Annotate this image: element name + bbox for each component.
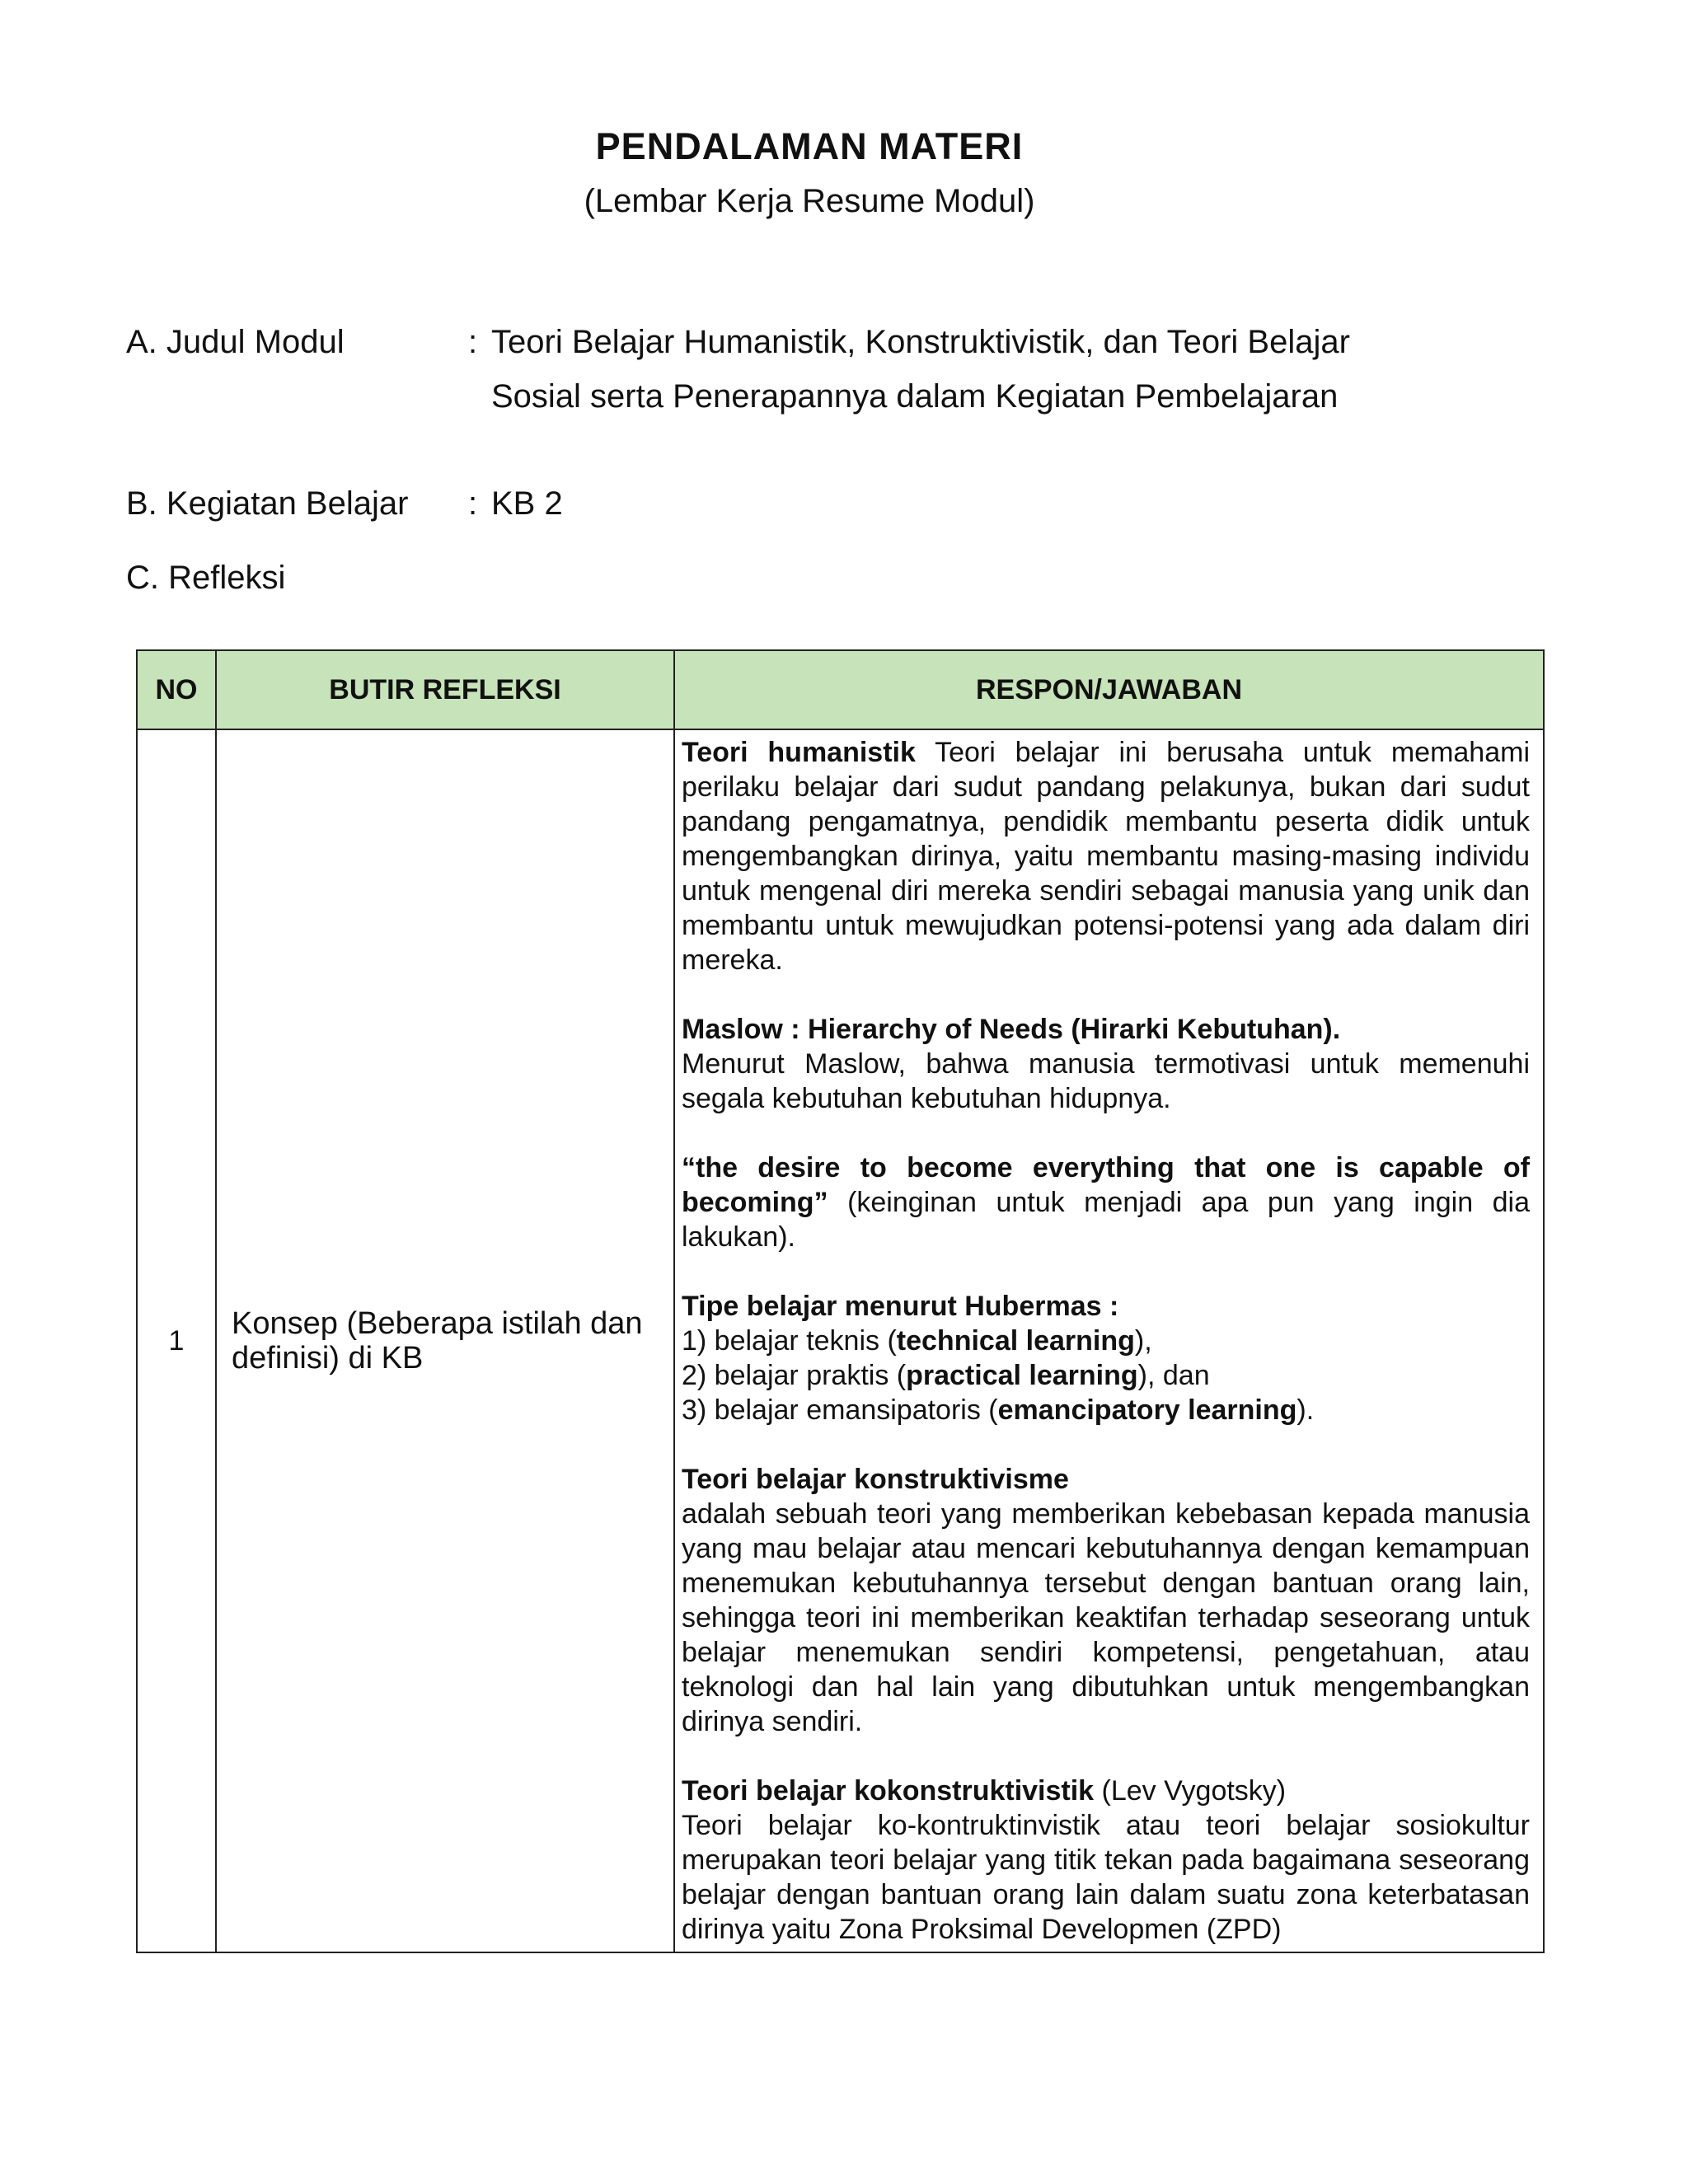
text-maslow: Menurut Maslow, bahwa manusia termotivasi untuk memenuhi segala kebutuhan kebutuhan hidupnya. (682, 1048, 1530, 1114)
judul-modul-row (126, 315, 1439, 424)
paragraph-quote (682, 1151, 1530, 1254)
quote-text: “the desire to become everything that one is capable of becoming” (682, 1152, 1530, 1218)
page-title: PENDALAMAN MATERI (595, 125, 1024, 167)
heading-kokonstruktivistik: Teori belajar kokonstruktivistik (682, 1775, 1095, 1807)
author-vygotsky: (Lev Vygotsky) (1094, 1775, 1287, 1807)
refleksi-table (136, 649, 1545, 1953)
heading-humanistik: Teori humanistik (682, 737, 916, 768)
quote-translation: (keinginan untuk menjadi apa pun yang ingin dia lakukan). (682, 1187, 1530, 1253)
list-item: 3) belajar emansipatoris (emancipatory learning). (682, 1394, 1315, 1426)
text-humanistik: Teori belajar ini berusaha untuk memahami perilaku belajar dari sudut pandang pelakunya, bukan dari sudut pandang pengamatnya, pendidik membantu peserta didik untuk mengembangkan dirinya, yaitu membantu masing-masing individu untuk mengenal diri mereka sendiri sebagai manusia yang unik dan membantu untuk mewujudkan potensi-potensi yang ada dalam diri mereka. (682, 737, 1530, 976)
judul-modul-colon: : (468, 324, 478, 360)
table-row (137, 729, 1544, 1952)
table-header-row (137, 650, 1544, 729)
text-kokonstruktivistik: Teori belajar ko-kontruktinvistik atau teori belajar sosiokultur merupakan teori belajar yang titik tekan pada bagaimana seseorang belajar dengan bantuan orang lain dalam suatu zona keterbatasan dirinya yaitu Zona Proksimal Developmen (ZPD) (682, 1810, 1530, 1945)
kegiatan-belajar-row (126, 476, 1439, 531)
paragraph-maslow (682, 1012, 1530, 1116)
kegiatan-belajar-value: KB 2 (491, 485, 563, 522)
row-number: 1 (137, 729, 216, 1952)
list-item: 1) belajar teknis (technical learning), (682, 1325, 1152, 1357)
heading-hubermas: Tipe belajar menurut Hubermas : (682, 1291, 1119, 1322)
heading-line-kokonstruktivistik (682, 1774, 1530, 1808)
paragraph-hubermas (682, 1289, 1530, 1427)
judul-modul-value: Teori Belajar Humanistik, Konstruktivistik, dan Teori Belajar Sosial serta Penerapannya dalam Kegiatan Pembelajaran (491, 324, 1350, 415)
heading-maslow: Maslow : Hierarchy of Needs (Hirarki Kebutuhan). (682, 1014, 1341, 1045)
row-butir-refleksi: Konsep (Beberapa istilah dan definisi) di KB (216, 729, 674, 1952)
header-respon-jawaban: RESPON/JAWABAN (674, 650, 1544, 729)
text-konstruktivisme: adalah sebuah teori yang memberikan kebebasan kepada manusia yang mau belajar atau mencari kebutuhannya dengan kemampuan menemukan kebutuhannya tersebut dengan bantuan orang lain, sehingga teori ini memberikan keaktifan terhadap seseorang untuk belajar menemukan sendiri kompetensi, pengetahuan, atau teknologi dan hal lain yang dibutuhkan untuk mengembangkan dirinya sendiri. (682, 1498, 1530, 1737)
row-respon-jawaban (674, 729, 1544, 1952)
paragraph-humanistik (682, 735, 1530, 977)
paragraph-kokonstruktivistik (682, 1774, 1530, 1947)
header-butir-refleksi: BUTIR REFLEKSI (216, 650, 674, 729)
header-no: NO (137, 650, 216, 729)
kegiatan-belajar-colon: : (468, 485, 478, 522)
refleksi-heading: C. Refleksi (126, 560, 286, 596)
paragraph-konstruktivisme (682, 1462, 1530, 1739)
kegiatan-belajar-label: B. Kegiatan Belajar (126, 485, 409, 522)
list-item: 2) belajar praktis (practical learning), dan (682, 1360, 1210, 1391)
judul-modul-label: A. Judul Modul (126, 324, 345, 360)
heading-konstruktivisme: Teori belajar konstruktivisme (682, 1464, 1069, 1495)
page-subtitle: (Lembar Kerja Resume Modul) (584, 183, 1035, 219)
